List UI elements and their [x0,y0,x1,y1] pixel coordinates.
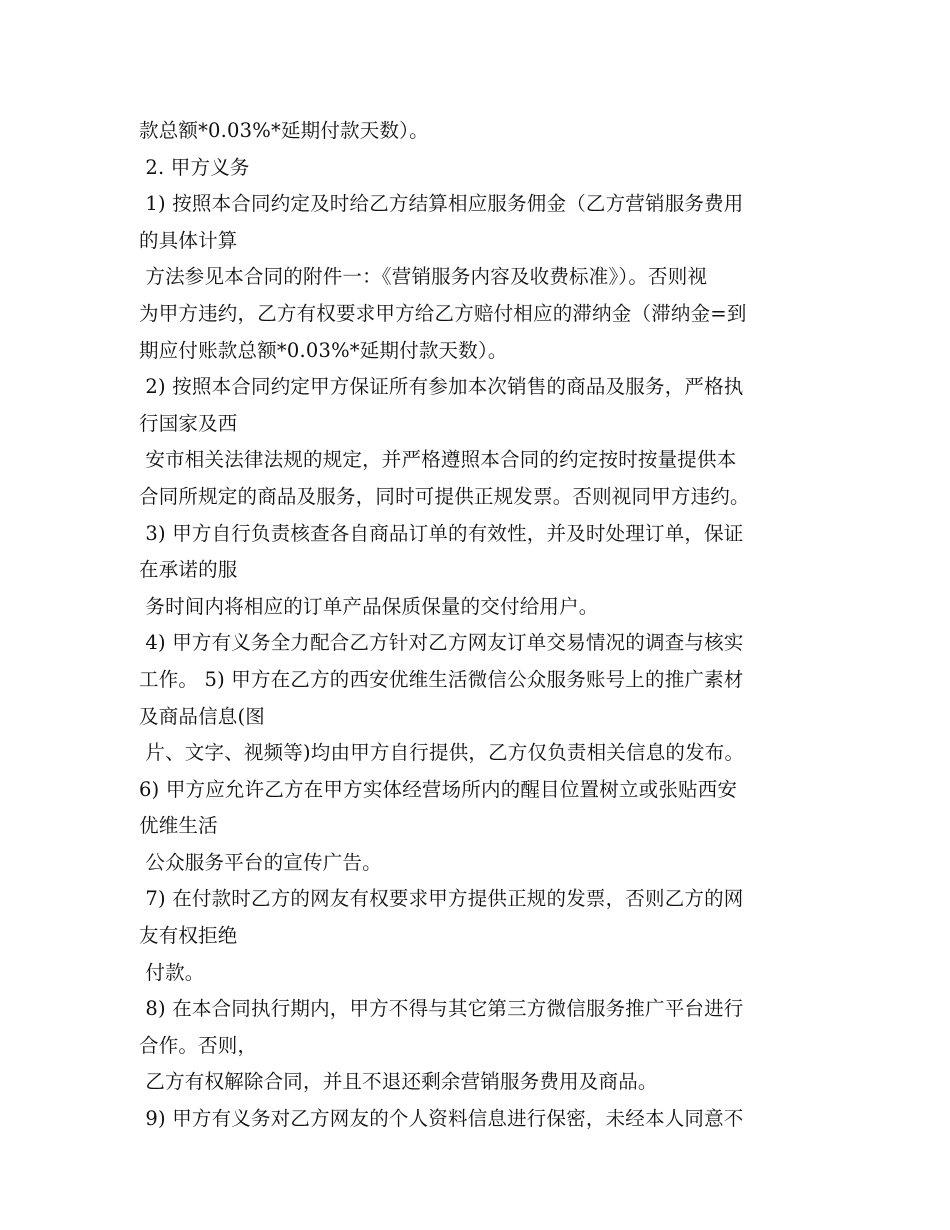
text-line: 3) 甲方自行负责核查各自商品订单的有效性，并及时处理订单，保证 [139,521,744,545]
text-line: 9) 甲方有义务对乙方网友的个人资料信息进行保密，未经本人同意不 [139,1107,744,1131]
text-line: 合同所规定的商品及服务，同时可提供正规发票。否则视同甲方违约。 [139,484,750,508]
text-line: 2) 按照本合同约定甲方保证所有参加本次销售的商品及服务，严格执 [139,375,744,399]
text-line: 片、文字、视频等)均由甲方自行提供，乙方仅负责相关信息的发布。 [139,741,745,765]
text-line: 乙方有权解除合同，并且不退还剩余营销服务费用及商品。 [139,1070,658,1094]
text-line: 1) 按照本合同约定及时给乙方结算相应服务佣金（乙方营销服务费用 [139,192,744,216]
text-line: 工作。 5) 甲方在乙方的西安优维生活微信公众服务账号上的推广素材 [139,667,744,691]
section-heading: 2. 甲方义务 [139,155,250,179]
text-line: 在承诺的服 [139,558,238,582]
text-line: 合作。否则， [139,1033,258,1057]
text-line: 友有权拒绝 [139,924,238,948]
text-line: 方法参见本合同的附件一：《营销服务内容及收费标准》）。否则视 [139,265,708,289]
text-line: 安市相关法律法规的规定，并严格遵照本合同的约定按时按量提供本 [139,448,737,472]
text-line: 4) 甲方有义务全力配合乙方针对乙方网友订单交易情况的调查与核实 [139,631,744,655]
text-line: 7) 在付款时乙方的网友有权要求甲方提供正规的发票，否则乙方的网 [139,887,744,911]
text-line: 付款。 [139,960,205,984]
text-line: 6) 甲方应允许乙方在甲方实体经营场所内的醒目位置树立或张贴西安 [139,777,738,801]
text-line: 款总额*0.03%*延期付款天数）。 [139,119,429,142]
text-line: 务时间内将相应的订单产品保质保量的交付给用户。 [139,594,599,618]
text-line: 为甲方违约，乙方有权要求甲方给乙方赔付相应的滞纳金（滞纳金=到 [139,301,747,325]
text-line: 及商品信息(图 [139,704,266,728]
contract-body-text [139,113,819,1138]
text-line: 公众服务平台的宣传广告。 [139,850,382,874]
text-line: 的具体计算 [139,228,238,252]
text-line: 期应付账款总额*0.03%*延期付款天数）。 [139,338,508,362]
text-line: 行国家及西 [139,411,238,435]
text-line: 8) 在本合同执行期内，甲方不得与其它第三方微信服务推广平台进行 [139,997,744,1021]
text-line: 优维生活 [139,814,218,838]
